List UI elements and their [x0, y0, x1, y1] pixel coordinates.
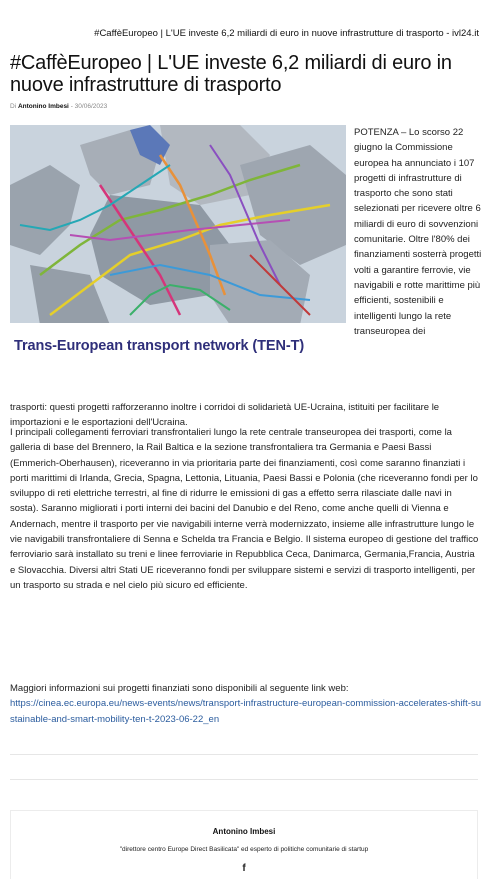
article-title: #CaffèEuropeo | L'UE investe 6,2 miliardi di euro in nuove infrastrutture di trasporto [10, 52, 452, 96]
author-box-name[interactable]: Antonino Imbesi [212, 827, 276, 836]
author-box-bio: "direttore centro Europe Direct Basilicata" ed esperto di politiche comunitarie di startup [119, 846, 369, 853]
intro-paragraph: POTENZA – Lo scorso 22 giugno la Commissione europea ha annunciato i 107 progetti di infrastrutture di trasporto che sono stati selezionati per ricevere oltre 6 miliardi di euro di sovvenzioni comunitarie. Oltre l'80% dei finanziamenti sosterrà progetti volti a garantire ferrovie, vie navigabili e rotte marittime più efficienti, sostenibili e intelligenti lungo la rete transeuropea dei [354, 127, 482, 337]
divider [10, 754, 478, 755]
publish-date: 30/06/2023 [74, 103, 108, 110]
divider [10, 779, 478, 780]
more-info-text: Maggiori informazioni sui progetti finanziati sono disponibili al seguente link web: [10, 683, 349, 694]
more-info-paragraph [10, 681, 482, 727]
article-image [10, 125, 346, 377]
site-tagline[interactable]: #CaffèEuropeo | L'UE investe 6,2 miliardi di euro in nuove infrastrutture di trasporto - ivl24.it [94, 28, 479, 39]
image-caption: Trans-European transport network (TEN-T) [14, 338, 305, 354]
cinea-link[interactable]: https://cinea.ec.europa.eu/news-events/news/transport-infrastructure-european-commission-accelerates-shift-sustainable-and-smart-mobility-ten-t-2023-06-22_en [10, 698, 481, 725]
body-paragraph: I principali collegamenti ferroviari transfrontalieri lungo la rete centrale transeuropea dei trasporti, come la galleria di base del Brennero, la Rail Baltica e la sezione transfrontaliera tra Germania e Paesi Bassi (Emmerich-Oberhausen), riceveranno in via prioritaria parte dei finanziamenti, così come saranno finanziati i porti marittimi di Irlanda, Grecia, Spagna, Lettonia, Lituania, Paesi Bassi e Polonia (che riceveranno fondi per lo sviluppo di reti elettriche terrestri, al fine di ridurre le emissioni di gas a effetto serra rilasciate dalle navi in sosta). Saranno migliorati i porti interni dei bacini del Danubio e del Reno, come anche quelli di Vienna e Andernach, mentre il trasporto per vie navigabili interne verrà modernizzato, insieme alle infrastrutture lungo le vie navigabili transfrontaliere di Senna e Schelda tra Francia e Belgio. Il sistema europeo di gestione del traffico ferroviario sarà installato su treni e linee ferroviarie in Repubblica Ceca, Danimarca, Germania,Francia, Austria e Slovacchia. Diversi altri Stati UE riceveranno fondi per sviluppare sistemi e servizi di trasporto intelligenti, per un trasporto su strada e nel cielo più sicuro ed efficiente. [10, 427, 479, 591]
facebook-icon[interactable]: f [242, 863, 246, 874]
meta-separator: - [70, 103, 73, 110]
intro-paragraph-continuation: trasporti: questi progetti rafforzeranno inoltre i corridoi di solidarietà UE-Ucraina, istituiti per facilitare le importazioni e le esportazioni dell'Ucraina. [10, 402, 440, 429]
author-link[interactable]: Antonino Imbesi [17, 103, 69, 110]
author-box [10, 810, 478, 879]
article-meta [10, 103, 107, 110]
by-label: Di [10, 103, 17, 110]
